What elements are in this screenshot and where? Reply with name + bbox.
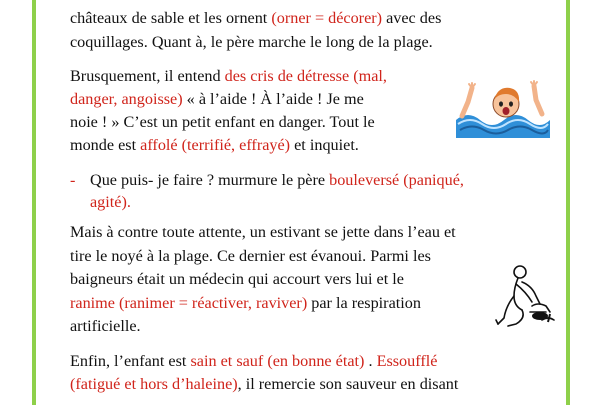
text-span: avec des (382, 9, 442, 27)
text-span: et inquiet. (290, 136, 359, 154)
highlight-span: ranime (ranimer = réactiver, raviver) (70, 294, 308, 312)
highlight-span: agité). (90, 193, 131, 211)
page-border-right (566, 0, 570, 405)
text-line (70, 351, 437, 371)
text-line (90, 192, 131, 212)
text-span: noie ! » C’est un petit enfant en danger. Tout le (70, 113, 375, 131)
text-line (70, 316, 141, 336)
highlight-span: danger, angoisse) (70, 90, 183, 108)
document-page (36, 0, 566, 405)
drowning-child-icon (454, 80, 552, 138)
text-line (70, 269, 404, 289)
highlight-span: bouleversé (paniqué, (329, 171, 464, 189)
text-line (70, 293, 421, 313)
text-line (70, 135, 359, 155)
text-line (70, 222, 456, 242)
text-span: par la respiration (307, 294, 421, 312)
text-line (70, 170, 464, 190)
text-line (70, 66, 387, 86)
text-span: . (364, 352, 377, 370)
highlight-span: des cris de détresse (mal, (224, 67, 387, 85)
text-span: coquillages. Quant à, le père marche le long de la plage. (70, 33, 433, 51)
highlight-span: (fatigué et hors d’haleine) (70, 375, 238, 393)
text-line (70, 112, 375, 132)
cpr-rescue-icon (492, 262, 560, 332)
highlight-span: sain et sauf (en bonne état) (190, 352, 365, 370)
dialogue-dash: - (70, 171, 76, 189)
text-span: baigneurs était un médecin qui accourt vers lui et le (70, 270, 404, 288)
text-span: Que puis- je faire ? murmure le père (90, 171, 330, 189)
text-span: monde est (70, 136, 141, 154)
text-span: , il remercie son sauveur en disant (237, 375, 459, 393)
text-span: châteaux de sable et les ornent (70, 9, 272, 27)
text-line (70, 374, 458, 394)
highlight-span: (orner = décorer) (271, 9, 383, 27)
highlight-span: affolé (terrifié, effrayé) (140, 136, 291, 154)
text-line (70, 89, 364, 109)
highlight-span: Essoufflé (376, 352, 438, 370)
text-span: Mais à contre toute attente, un estivant se jette dans l’eau et (70, 223, 456, 241)
text-span: artificielle. (70, 317, 141, 335)
text-span: « à l’aide ! À l’aide ! Je me (182, 90, 364, 108)
text-line (70, 8, 441, 28)
text-line (70, 32, 433, 52)
text-span: Brusquement, il entend (70, 67, 225, 85)
text-span: tire le noyé à la plage. Ce dernier est évanoui. Parmi les (70, 247, 431, 265)
text-line (70, 246, 431, 266)
text-span: Enfin, l’enfant est (70, 352, 191, 370)
